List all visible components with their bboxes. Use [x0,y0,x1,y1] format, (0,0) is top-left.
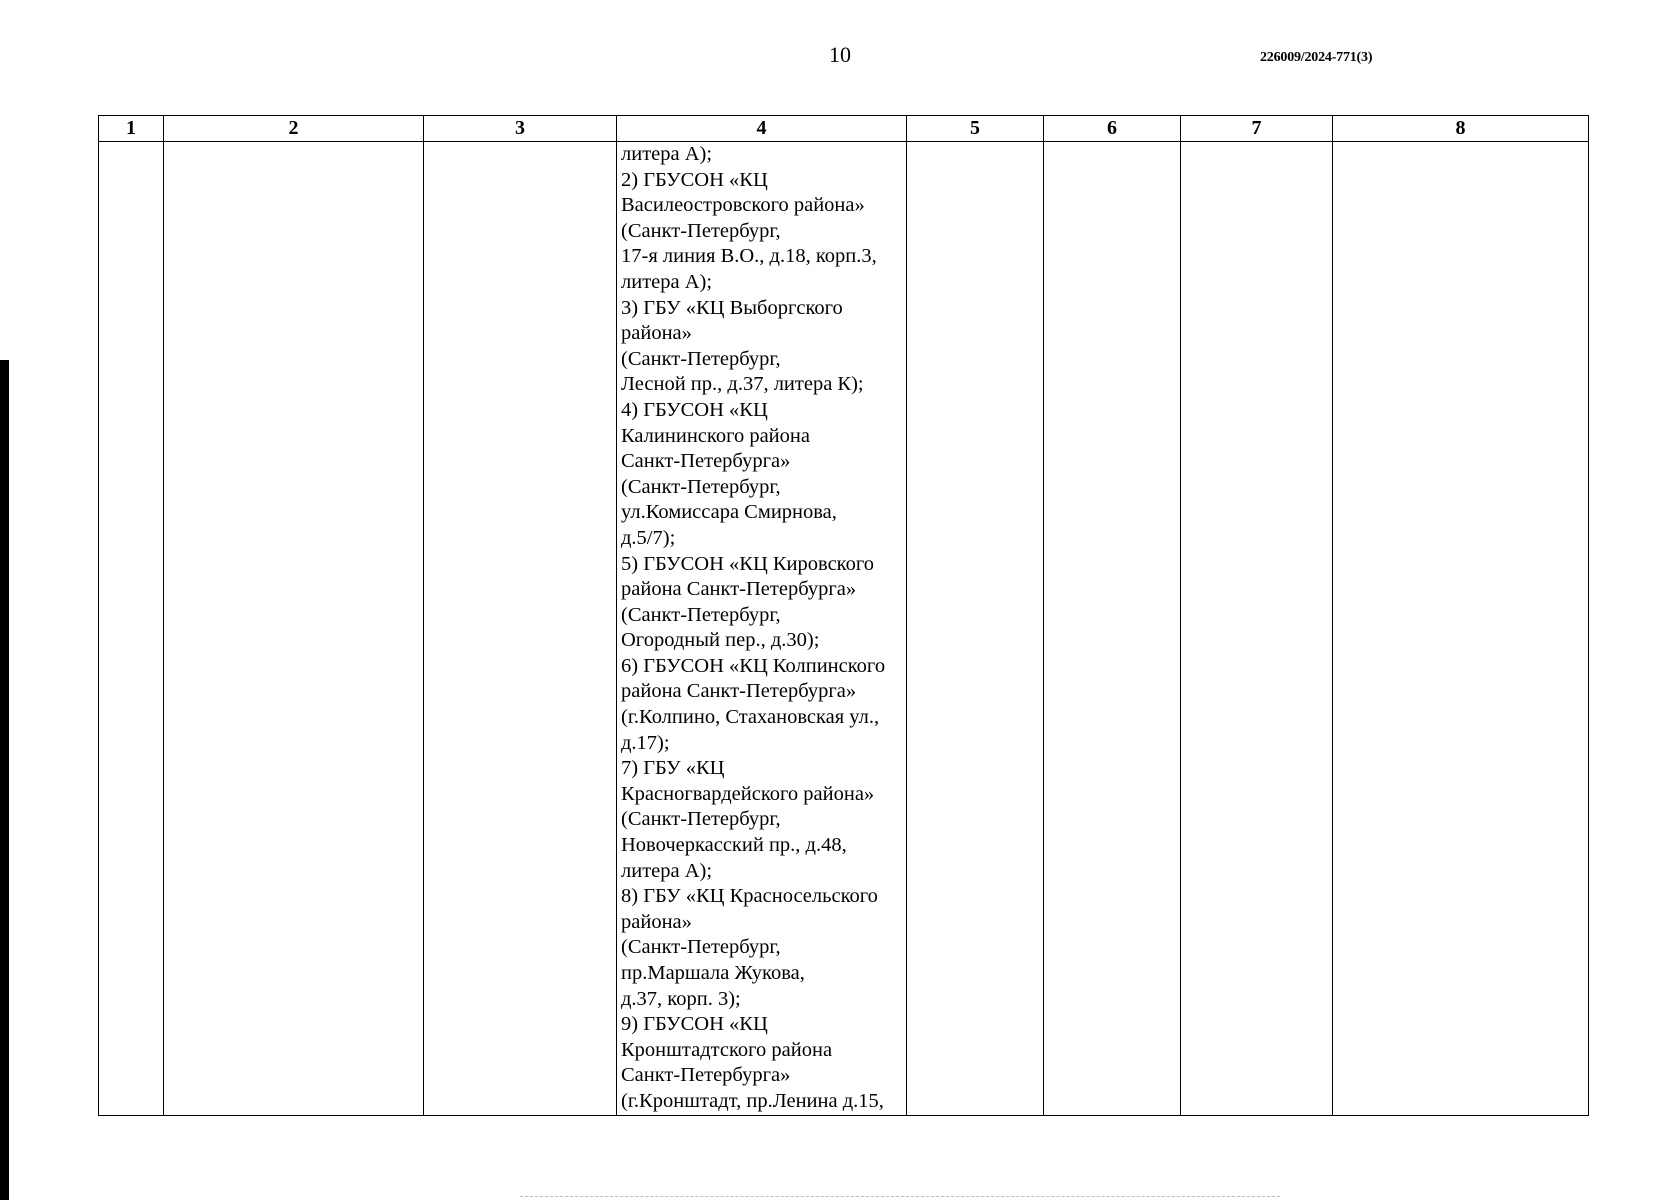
column-header-3: 3 [424,116,617,142]
cell-col-5 [907,142,1044,1116]
column-header-8: 8 [1333,116,1589,142]
column-header-6: 6 [1044,116,1181,142]
address-line: района» [621,910,692,933]
address-line: Новочеркасский пр., д.48, [621,834,847,857]
address-line: ул.Комиссара Смирнова, [621,501,837,524]
address-line: 2) ГБУСОН «КЦ [621,168,768,191]
cell-col-3 [424,142,617,1116]
table-row [99,142,1589,1116]
address-line: (Санкт-Петербург, [621,475,781,498]
address-line: района» [621,322,692,345]
address-line: 8) ГБУ «КЦ Красносельского [621,885,878,908]
address-line: Василеостровского района» [621,194,865,217]
document-id: 226009/2024-771(3) [1260,50,1373,65]
address-line: (Санкт-Петербург, [621,936,781,959]
address-line: литера А); [621,143,713,165]
cell-col-7 [1181,142,1333,1116]
address-line: (Санкт-Петербург, [621,219,781,242]
address-line: литера А); [621,270,713,293]
address-line: 5) ГБУСОН «КЦ Кировского [621,552,874,575]
address-line: 6) ГБУСОН «КЦ Колпинского [621,654,886,677]
column-header-5: 5 [907,116,1044,142]
address-line: литера А); [621,859,713,882]
column-header-2: 2 [164,116,424,142]
address-line: Огородный пер., д.30); [621,629,820,652]
address-line: Кронштадтского района [621,1038,833,1061]
address-line: района Санкт-Петербурга» [621,578,857,601]
addresses-table [98,115,1589,1116]
address-line: (Санкт-Петербург, [621,603,781,626]
address-line: Красногвардейского района» [621,782,875,805]
address-list [621,142,906,1115]
scan-edge-bar [0,360,9,1200]
address-line: 3) ГБУ «КЦ Выборгского [621,296,843,319]
column-header-7: 7 [1181,116,1333,142]
address-line: 17-я линия В.О., д.18, корп.3, [621,245,877,268]
cell-col-6 [1044,142,1181,1116]
address-line: 9) ГБУСОН «КЦ [621,1013,768,1036]
column-header-1: 1 [99,116,164,142]
address-line: (г.Кронштадт, пр.Ленина д.15, [621,1089,884,1112]
cell-col-2 [164,142,424,1116]
address-line: Калининского района [621,424,810,447]
cell-col-4-addresses [617,142,907,1116]
address-line: д.37, корп. 3); [621,987,741,1010]
address-line: Санкт-Петербурга» [621,450,791,473]
address-line: района Санкт-Петербурга» [621,680,857,703]
address-line: (г.Колпино, Стахановская ул., [621,706,880,729]
address-line: 4) ГБУСОН «КЦ [621,398,768,421]
address-line: 7) ГБУ «КЦ [621,757,725,780]
scan-bottom-marks [520,1196,1280,1200]
cell-col-1 [99,142,164,1116]
address-line: д.17); [621,731,670,754]
header-row [99,116,1589,142]
address-line: Лесной пр., д.37, литера К); [621,373,864,396]
page-number: 10 [829,42,851,67]
address-line: Санкт-Петербурга» [621,1064,791,1087]
column-header-4: 4 [617,116,907,142]
address-line: д.5/7); [621,526,676,549]
address-line: пр.Маршала Жукова, [621,962,805,984]
address-line: (Санкт-Петербург, [621,808,781,831]
address-line: (Санкт-Петербург, [621,347,781,370]
cell-col-8 [1333,142,1589,1116]
